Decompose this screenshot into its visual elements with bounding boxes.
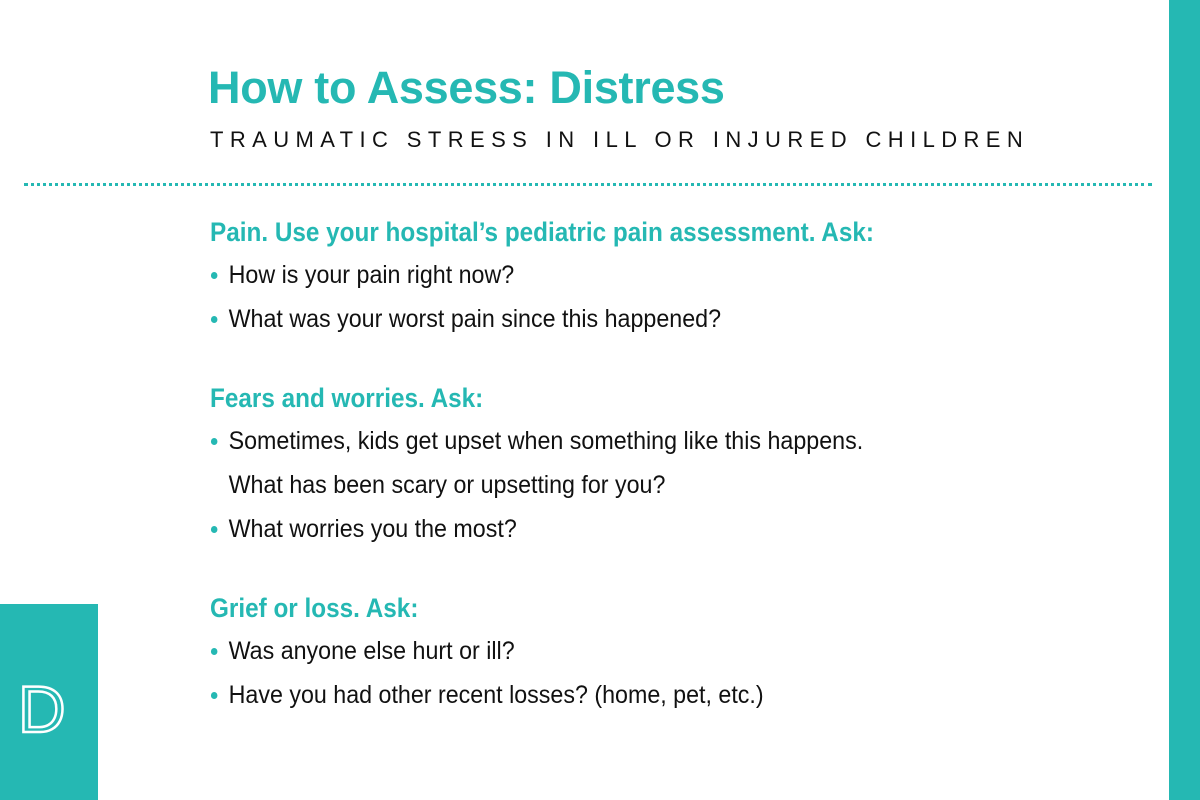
bullet-dot-icon	[211, 648, 218, 655]
question-text: What worries you the most?	[228, 515, 517, 543]
bullet-dot-icon	[211, 438, 218, 445]
section-tab-letter: D	[18, 672, 66, 746]
section-heading: Pain. Use your hospital’s pediatric pain assessment. Ask:	[210, 217, 874, 247]
section-heading: Fears and worries. Ask:	[210, 383, 484, 413]
question-item	[210, 673, 1066, 717]
question-text: Have you had other recent losses? (home, pet, etc.)	[228, 681, 764, 709]
section-pain	[210, 213, 1130, 341]
question-text: Sometimes, kids get upset when something like this happens.	[228, 427, 864, 455]
dotted-divider	[24, 183, 1152, 186]
question-list	[210, 253, 1130, 341]
question-list	[210, 629, 1130, 717]
page-subtitle: TRAUMATIC STRESS IN ILL OR INJURED CHILDREN	[210, 127, 1030, 152]
question-text: How is your pain right now?	[228, 261, 515, 289]
page-title: How to Assess: Distress	[208, 62, 725, 113]
section-heading: Grief or loss. Ask:	[210, 593, 419, 623]
bullet-dot-icon	[211, 272, 218, 279]
bullet-dot-icon	[211, 316, 218, 323]
question-list	[210, 419, 1130, 551]
question-text: Was anyone else hurt or ill?	[228, 637, 515, 665]
question-item	[210, 629, 1066, 673]
bullet-dot-icon	[211, 692, 218, 699]
question-item	[210, 419, 1066, 507]
question-text-continued: What has been scary or upsetting for you?	[228, 471, 666, 499]
assessment-content	[210, 213, 1130, 755]
bullet-dot-icon	[211, 526, 218, 533]
question-item	[210, 253, 1066, 297]
question-item	[210, 507, 1066, 551]
question-text: What was your worst pain since this happened?	[228, 305, 722, 333]
accent-side-bar	[1169, 0, 1200, 800]
section-fears	[210, 379, 1130, 551]
question-item	[210, 297, 1066, 341]
section-grief	[210, 589, 1130, 717]
